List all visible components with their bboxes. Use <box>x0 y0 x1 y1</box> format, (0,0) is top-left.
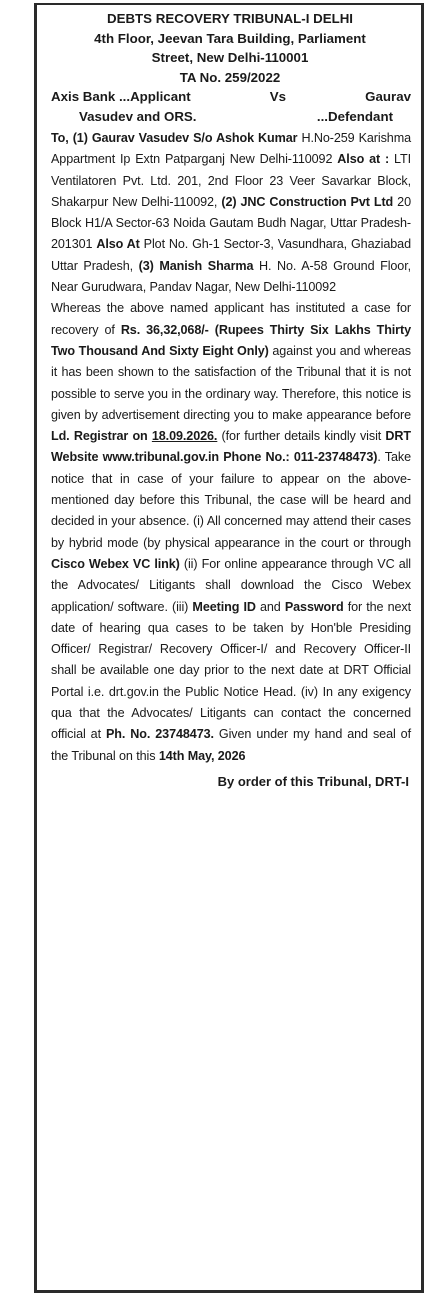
addressee-2: (2) JNC Construction Pvt Ltd <box>221 194 394 209</box>
defendant-name-part-1: Gaurav <box>365 89 411 104</box>
legal-notice <box>34 3 424 1293</box>
addressee-1: To, (1) Gaurav Vasudev S/o Ashok Kumar <box>51 131 298 145</box>
contact-phone: Ph. No. 23748473. <box>105 727 214 742</box>
parties-row-2 <box>51 107 411 127</box>
drt-website-phone: DRT Website www.tribunal.gov.in Phone No.: 011-23748473) <box>51 429 411 465</box>
paragraph-online: (ii) For online appearance through VC all the Advocates/ Litigants shall download the Cisco Webex application/ software. (iii) <box>51 556 411 614</box>
hearing-date: 18.09.2026. <box>151 429 218 444</box>
recovery-amount: Rs. 36,32,068/- (Rupees Thirty Six Lakhs Thirty Two Thousand And Sixty Eight Only) <box>51 322 411 358</box>
paragraph-service: against you and whereas it has been shown to the satisfaction of the Tribunal that it is not possible to serve you in the ordinary way. Therefore, this notice is given by advertisement directing you to make appearance before <box>51 343 411 422</box>
addressee-1-address: H.No-259 Karishma Appartment Ip Extn Patparganj New Delhi-110092 <box>51 131 411 167</box>
notice-body <box>51 128 411 767</box>
signoff: By order of this Tribunal, DRT-I <box>217 773 409 789</box>
also-at-label-2: Also At <box>96 237 140 252</box>
registrar-label: Ld. Registrar on <box>51 429 152 444</box>
tribunal-address-line-2: Street, New Delhi-110001 <box>151 50 309 65</box>
addressee-3-address: H. No. A-58 Ground Floor, Near Gurudwara, Pandav Nagar, New Delhi-110092 <box>51 258 412 295</box>
paragraph-consequence: . Take notice that in case of your failure to appear on the above-mentioned day before this Tribunal, the case will be heard and decided in your absence. (i) All concerned may attend their cases by hybrid mode (by physical appearance in the court or through <box>51 450 411 550</box>
password-label: Password <box>284 599 344 614</box>
webex-link-label: Cisco Webex VC link) <box>51 556 180 571</box>
case-parties <box>51 87 411 127</box>
addressee-3: (3) Manish Sharma <box>138 258 254 273</box>
addressee-2-alt-address: Plot No. Gh-1 Sector-3, Vasundhara, Ghaziabad Uttar Pradesh, <box>51 237 411 273</box>
paragraph-intro: Whereas the above named applicant has instituted a case for recovery of <box>51 301 411 337</box>
issue-date: 14th May, 2026 <box>158 748 246 763</box>
addressee-1-alt-address: LTI Ventilatoren Pvt. Ltd. 201, 2nd Floor 23 Veer Savarkar Block, Shakarpur New Delhi-110092, <box>51 152 411 209</box>
applicant-name: Axis Bank ...Applicant <box>51 89 191 104</box>
notice-header <box>51 9 409 87</box>
defendant-label: ...Defendant <box>316 109 393 124</box>
and-text: and <box>255 599 285 614</box>
paragraph-portal: for the next date of hearing qua cases to be taken by Hon'ble Presiding Officer/ Registrar/ Recovery Officer-I/ and Recovery Officer-II shall be available one day prior to the next date at DRT Official Portal i.e. drt.gov.in the Public Notice Head. (iv) In any exigency qua that the Advocates/ Litigants can contact the concerned official at <box>51 599 411 742</box>
tribunal-address-line-1: 4th Floor, Jeevan Tara Building, Parliament <box>94 30 366 46</box>
versus-label: Vs <box>269 89 287 104</box>
paragraph-details: (for further details kindly visit <box>217 429 386 444</box>
paragraph-given: Given under my hand and seal of the Tribunal on this <box>51 727 411 763</box>
addressee-2-address: 20 Block H1/A Sector-63 Noida Gautam Budh Nagar, Uttar Pradesh-201301 <box>51 194 411 252</box>
meeting-id-label: Meeting ID <box>192 599 256 614</box>
parties-row-1 <box>51 87 411 107</box>
tribunal-name: DEBTS RECOVERY TRIBUNAL-I DELHI <box>106 11 353 26</box>
defendant-name-part-2: Vasudev and ORS. <box>79 109 197 124</box>
case-number: TA No. 259/2022 <box>179 69 281 85</box>
also-at-label-1: Also at : <box>337 152 390 167</box>
